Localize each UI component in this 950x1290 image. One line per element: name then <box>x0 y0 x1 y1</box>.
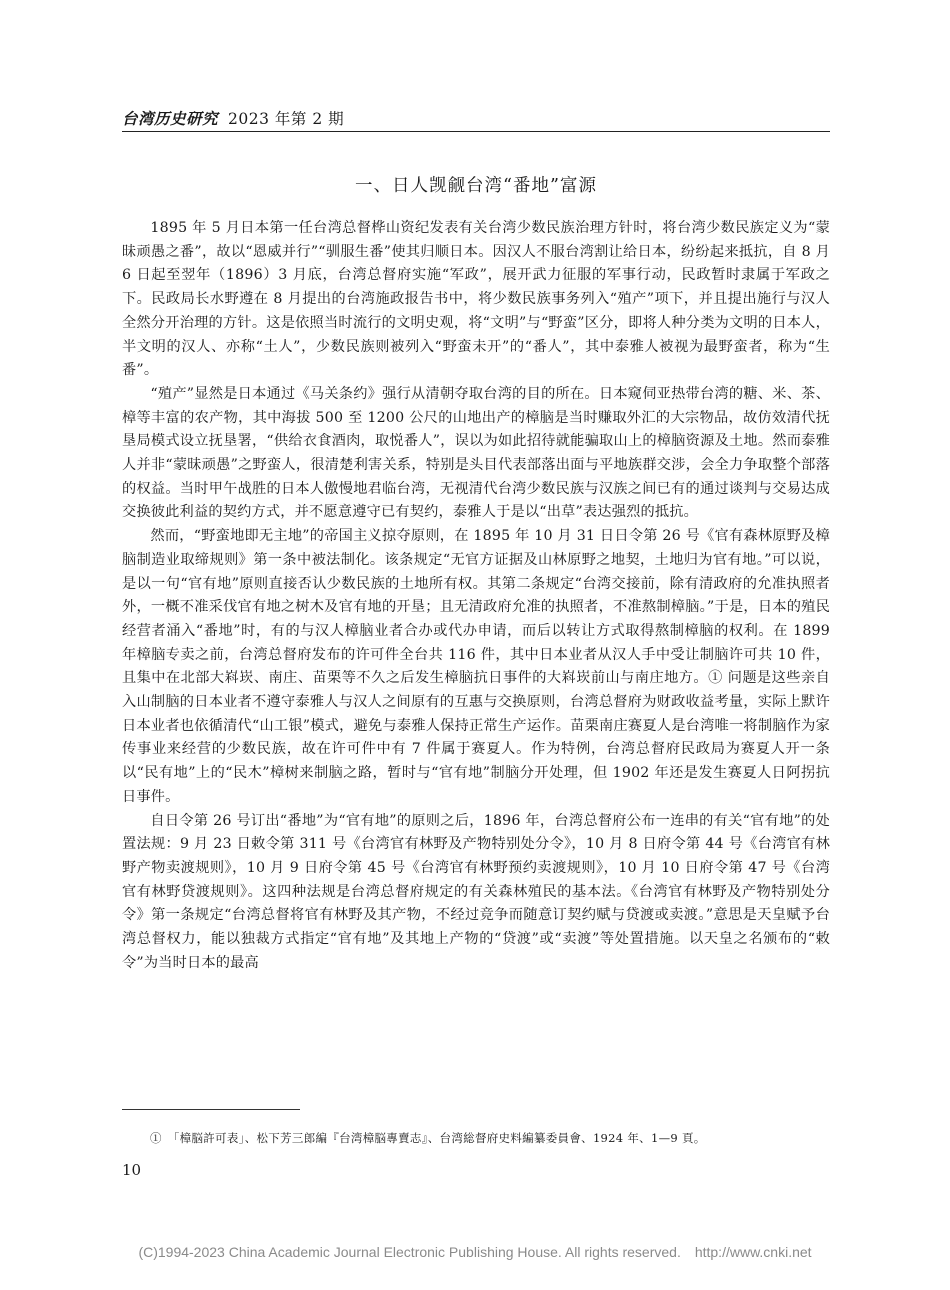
issue-label: 2023 年第 2 期 <box>228 110 345 128</box>
copyright-line <box>0 1244 950 1260</box>
footnote-divider <box>122 1109 300 1110</box>
header-divider <box>122 131 830 132</box>
article-body <box>122 217 830 976</box>
section-title: 一、日人觊觎台湾“番地”富源 <box>355 176 597 196</box>
journal-name: 台湾历史研究 <box>122 109 219 128</box>
paragraph: 自日令第 26 号订出“番地”为“官有地”的原则之后，1896 年，台湾总督府公布一连串的有关“官有地”的处置法规：9 月 23 日敕令第 311 号《台湾官有林野及产物特别处分令》，10 月 8 日府令第 44 号《台湾官有林野产物卖渡规则》，10 月 9 日府令第 45 号《台湾官有林野预约卖渡规则》，10 月 10 日府令第 47 号《台湾官有林野贷渡规则》。这四种法规是台湾总督府规定的有关森林殖民的基本法。《台湾官有林野及产物特别处分令》第一条规定“台湾总督将官有林野及其产物，不经过竞争而随意订契约赋与贷渡或卖渡。”意思是天皇赋予台湾总督权力，能以独裁方式指定“官有地”及其地上产物的“贷渡”或“卖渡”等处置措施。以天皇之名颁布的“敕令”为当时日本的最高 <box>122 812 830 971</box>
paragraph: 1895 年 5 月日本第一任台湾总督桦山资纪发表有关台湾少数民族治理方针时，将台湾少数民族定义为“蒙昧顽愚之番”，故以“恩威并行”“驯服生番”使其归顺日本。因汉人不服台湾割让给日本，纷纷起来抵抗，自 8 月 6 日起至翌年（1896）3 月底，台湾总督府实施“军政”，展开武力征服的军事行动，民政暂时隶属于军政之下。民政局长水野遵在 8 月提出的台湾施政报告书中，将少数民族事务列入“殖产”项下，并且提出施行与汉人全然分开治理的方针。这是依照当时流行的文明史观，将“文明”与“野蛮”区分，即将人种分类为文明的日本人，半文明的汉人、亦称“土人”，少数民族则被列入“野蛮未开”的“番人”，其中泰雅人被视为最野蛮者，称为“生番”。 <box>122 220 830 379</box>
page-number: 10 <box>122 1161 142 1179</box>
paragraph: 然而，“野蛮地即无主地”的帝国主义掠夺原则，在 1895 年 10 月 31 日日令第 26 号《官有森林原野及樟脑制造业取缔规则》第一条中被法制化。该条规定“无官方证据及山林原野之地契，土地归为官有地。”可以说，是以一句“官有地”原则直接否认少数民族的土地所有权。其第二条规定“台湾交接前，除有清政府的允准执照者外，一概不准采伐官有地之树木及官有地的开垦；且无清政府允准的执照者，不准熬制樟脑。”于是，日本的殖民经营者涌入“番地”时，有的与汉人樟脑业者合办或代办申请，而后以转让方式取得熬制樟脑的权利。在 1899 年樟脑专卖之前，台湾总督府发布的许可件全台共 116 件，其中日本业者从汉人手中受让制脑许可共 10 件，且集中在北部大嵙崁、南庄、苗栗等不久之后发生樟脑抗日事件的大嵙崁前山与南庄地方。① 问题是这些亲自入山制脑的日本业者不遵守泰雅人与汉人之间原有的互惠与交换原则，台湾总督府为财政收益考量，实际上默许日本业者也依循清代“山工银”模式，避免与泰雅人保持正常生产运作。苗栗南庄赛夏人是台湾唯一将制脑作为家传事业来经营的少数民族，故在许可件中有 7 件属于赛夏人。作为特例，台湾总督府民政局为赛夏人开一条以“民有地”上的“民木”樟树来制脑之路，暂时与“官有地”制脑分开处理，但 1902 年还是发生赛夏人日阿拐抗日事件。 <box>122 528 830 805</box>
footnote: ① 「樟脳許可表」、松下芳三郎編『台湾樟脳專賣志』、台湾総督府史料編纂委員會、1924 年、1—9 頁。 <box>150 1131 706 1145</box>
running-header <box>122 107 830 129</box>
copyright-text: (C)1994-2023 China Academic Journal Electronic Publishing House. All rights reserved. <box>138 1244 681 1260</box>
paragraph: “殖产”显然是日本通过《马关条约》强行从清朝夺取台湾的目的所在。日本窥伺亚热带台湾的糖、米、茶、樟等丰富的农产物，其中海拔 500 至 1200 公尺的山地出产的樟脑是当时赚取外汇的大宗物品，故仿效清代抚垦局模式设立抚垦署，“供给衣食酒肉，取悦番人”，误以为如此招待就能骗取山上的樟脑资源及土地。然而泰雅人并非“蒙昧顽愚”之野蛮人，很清楚利害关系，特别是头目代表部落出面与平地族群交涉，会全力争取整个部落的权益。当时甲午战胜的日本人傲慢地君临台湾，无视清代台湾少数民族与汉族之间已有的通过谈判与交易达成交换彼此利益的契约方式，并不愿意遵守已有契约，泰雅人于是以“出草”表达强烈的抵抗。 <box>122 385 830 521</box>
copyright-url[interactable]: http://www.cnki.net <box>694 1244 812 1260</box>
